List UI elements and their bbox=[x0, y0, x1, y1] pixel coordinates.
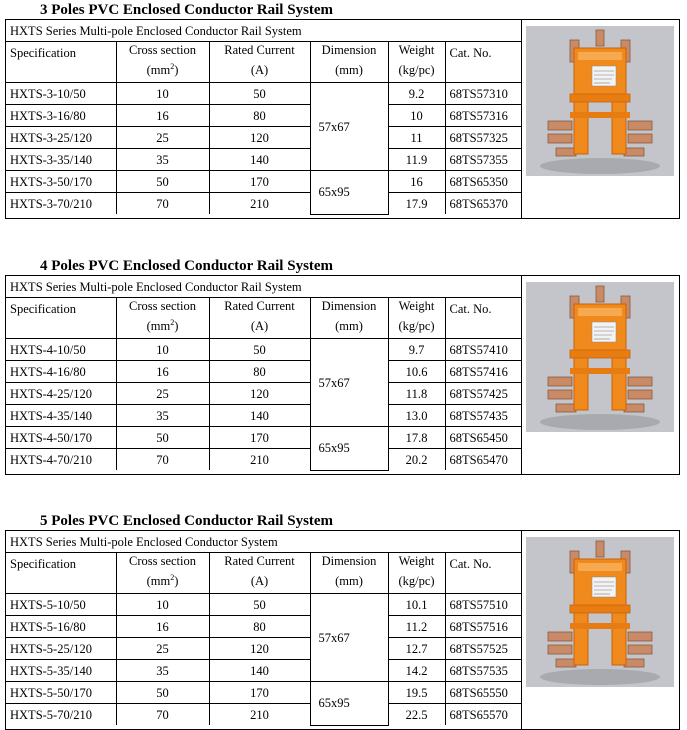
cell-rated-current: 80 bbox=[209, 361, 310, 383]
table-caption: HXTS Series Multi-pole Enclosed Conductor Rail System bbox=[6, 276, 524, 298]
cell-rated-current: 120 bbox=[209, 383, 310, 405]
header-dimension: Dimension bbox=[310, 298, 388, 319]
cell-specification: HXTS-4-35/140 bbox=[6, 405, 116, 427]
cell-cat-no: 68TS57535 bbox=[445, 660, 524, 682]
cell-weight: 11 bbox=[388, 127, 445, 149]
table-caption: HXTS Series Multi-pole Enclosed Conductor System bbox=[6, 531, 524, 553]
cell-specification: HXTS-5-50/170 bbox=[6, 682, 116, 704]
table-row bbox=[6, 616, 524, 638]
header-dimension-unit: (mm) bbox=[310, 62, 388, 83]
cell-cross-section: 70 bbox=[116, 704, 209, 726]
cell-cross-section: 16 bbox=[116, 105, 209, 127]
cell-cat-no: 68TS57325 bbox=[445, 127, 524, 149]
header-rated-current-unit: (A) bbox=[209, 318, 310, 339]
cell-rated-current: 50 bbox=[209, 83, 310, 105]
cell-cat-no: 68TS65470 bbox=[445, 449, 524, 471]
cell-rated-current: 80 bbox=[209, 616, 310, 638]
spec-table-frame bbox=[5, 275, 680, 475]
cell-rated-current: 50 bbox=[209, 594, 310, 616]
cell-cat-no: 68TS57525 bbox=[445, 638, 524, 660]
cell-rated-current: 140 bbox=[209, 149, 310, 171]
cell-weight: 17.9 bbox=[388, 193, 445, 215]
cell-cross-section: 25 bbox=[116, 638, 209, 660]
header-weight-unit: (kg/pc) bbox=[388, 318, 445, 339]
cell-specification: HXTS-4-70/210 bbox=[6, 449, 116, 471]
cell-weight: 10.6 bbox=[388, 361, 445, 383]
cell-dimension: 57x67 bbox=[310, 594, 388, 682]
conductor-rail-image bbox=[526, 282, 674, 432]
table-row bbox=[6, 127, 524, 149]
cell-specification: HXTS-5-35/140 bbox=[6, 660, 116, 682]
cell-cat-no: 68TS57425 bbox=[445, 383, 524, 405]
cell-weight: 10.1 bbox=[388, 594, 445, 616]
table-row bbox=[6, 427, 524, 449]
header-weight: Weight bbox=[388, 298, 445, 319]
spec-table bbox=[6, 531, 525, 726]
table-row bbox=[6, 594, 524, 616]
conductor-rail-image bbox=[526, 537, 674, 687]
section-title: 5 Poles PVC Enclosed Conductor Rail System bbox=[40, 513, 334, 529]
cell-cat-no: 68TS57516 bbox=[445, 616, 524, 638]
header-weight: Weight bbox=[388, 42, 445, 63]
cell-rated-current: 50 bbox=[209, 339, 310, 361]
cell-specification: HXTS-4-16/80 bbox=[6, 361, 116, 383]
header-dimension: Dimension bbox=[310, 42, 388, 63]
cell-rated-current: 170 bbox=[209, 171, 310, 193]
spec-table bbox=[6, 20, 525, 215]
cell-dimension: 57x67 bbox=[310, 339, 388, 427]
cell-rated-current: 210 bbox=[209, 449, 310, 471]
header-specification: Specification bbox=[6, 42, 116, 83]
cell-cross-section: 25 bbox=[116, 127, 209, 149]
cell-rated-current: 140 bbox=[209, 660, 310, 682]
cell-specification: HXTS-5-10/50 bbox=[6, 594, 116, 616]
cell-cross-section: 10 bbox=[116, 83, 209, 105]
cell-weight: 19.5 bbox=[388, 682, 445, 704]
spec-table-frame bbox=[5, 19, 680, 219]
header-cat-no: Cat. No. bbox=[445, 42, 524, 83]
cell-weight: 13.0 bbox=[388, 405, 445, 427]
conductor-rail-image bbox=[526, 26, 674, 176]
cell-cat-no: 68TS65370 bbox=[445, 193, 524, 215]
cell-dimension: 65x95 bbox=[310, 171, 388, 215]
cell-cat-no: 68TS65350 bbox=[445, 171, 524, 193]
table-row bbox=[6, 83, 524, 105]
product-photo-cell bbox=[521, 276, 679, 474]
cell-rated-current: 210 bbox=[209, 704, 310, 726]
header-dimension: Dimension bbox=[310, 553, 388, 574]
cell-cross-section: 16 bbox=[116, 616, 209, 638]
cell-specification: HXTS-4-10/50 bbox=[6, 339, 116, 361]
cell-dimension: 65x95 bbox=[310, 427, 388, 471]
header-cross-section: Cross section bbox=[116, 298, 209, 319]
header-cross-section: Cross section bbox=[116, 553, 209, 574]
cell-weight: 14.2 bbox=[388, 660, 445, 682]
cell-cross-section: 35 bbox=[116, 149, 209, 171]
table-row bbox=[6, 383, 524, 405]
table-row bbox=[6, 682, 524, 704]
cell-rated-current: 170 bbox=[209, 427, 310, 449]
table-row bbox=[6, 638, 524, 660]
cell-dimension: 65x95 bbox=[310, 682, 388, 726]
cell-rated-current: 80 bbox=[209, 105, 310, 127]
table-row bbox=[6, 339, 524, 361]
product-photo-cell bbox=[521, 531, 679, 729]
header-rated-current-unit: (A) bbox=[209, 62, 310, 83]
table-row bbox=[6, 171, 524, 193]
header-specification: Specification bbox=[6, 298, 116, 339]
cell-specification: HXTS-5-70/210 bbox=[6, 704, 116, 726]
table-row bbox=[6, 405, 524, 427]
product-photo bbox=[526, 26, 674, 176]
section-title: 4 Poles PVC Enclosed Conductor Rail System bbox=[40, 258, 334, 274]
cell-weight: 22.5 bbox=[388, 704, 445, 726]
spec-table-frame bbox=[5, 530, 680, 730]
cell-cross-section: 70 bbox=[116, 449, 209, 471]
header-dimension-unit: (mm) bbox=[310, 573, 388, 594]
cell-rated-current: 120 bbox=[209, 127, 310, 149]
spec-table bbox=[6, 276, 525, 471]
cell-cat-no: 68TS57416 bbox=[445, 361, 524, 383]
cell-specification: HXTS-3-50/170 bbox=[6, 171, 116, 193]
cell-weight: 12.7 bbox=[388, 638, 445, 660]
cell-specification: HXTS-3-70/210 bbox=[6, 193, 116, 215]
table-caption: HXTS Series Multi-pole Enclosed Conductor Rail System bbox=[6, 20, 524, 42]
cell-cat-no: 68TS57435 bbox=[445, 405, 524, 427]
cell-specification: HXTS-5-25/120 bbox=[6, 638, 116, 660]
cell-rated-current: 170 bbox=[209, 682, 310, 704]
cell-cross-section: 16 bbox=[116, 361, 209, 383]
cell-weight: 11.2 bbox=[388, 616, 445, 638]
table-row bbox=[6, 105, 524, 127]
cell-cat-no: 68TS57410 bbox=[445, 339, 524, 361]
cell-cross-section: 25 bbox=[116, 383, 209, 405]
cell-cross-section: 35 bbox=[116, 405, 209, 427]
cell-cross-section: 10 bbox=[116, 594, 209, 616]
header-cat-no: Cat. No. bbox=[445, 298, 524, 339]
cell-cross-section: 70 bbox=[116, 193, 209, 215]
cell-cat-no: 68TS57316 bbox=[445, 105, 524, 127]
header-rated-current-unit: (A) bbox=[209, 573, 310, 594]
cell-specification: HXTS-4-25/120 bbox=[6, 383, 116, 405]
header-cross-section: Cross section bbox=[116, 42, 209, 63]
cell-rated-current: 210 bbox=[209, 193, 310, 215]
product-photo bbox=[526, 282, 674, 432]
cell-cat-no: 68TS57510 bbox=[445, 594, 524, 616]
cell-weight: 17.8 bbox=[388, 427, 445, 449]
header-rated-current: Rated Current bbox=[209, 42, 310, 63]
table-row bbox=[6, 660, 524, 682]
cell-cat-no: 68TS65450 bbox=[445, 427, 524, 449]
header-weight-unit: (kg/pc) bbox=[388, 573, 445, 594]
header-weight: Weight bbox=[388, 553, 445, 574]
header-specification: Specification bbox=[6, 553, 116, 594]
cell-weight: 10 bbox=[388, 105, 445, 127]
cell-cross-section: 10 bbox=[116, 339, 209, 361]
cell-rated-current: 140 bbox=[209, 405, 310, 427]
cell-cross-section: 50 bbox=[116, 427, 209, 449]
table-row bbox=[6, 704, 524, 726]
header-cross-section-unit: $(mm^2)$ bbox=[116, 573, 209, 594]
cell-specification: HXTS-3-35/140 bbox=[6, 149, 116, 171]
cell-dimension: 57x67 bbox=[310, 83, 388, 171]
header-cat-no: Cat. No. bbox=[445, 553, 524, 594]
cell-weight: 11.8 bbox=[388, 383, 445, 405]
header-rated-current: Rated Current bbox=[209, 298, 310, 319]
table-row bbox=[6, 449, 524, 471]
product-photo bbox=[526, 537, 674, 687]
table-row bbox=[6, 149, 524, 171]
cell-cat-no: 68TS57355 bbox=[445, 149, 524, 171]
cell-specification: HXTS-5-16/80 bbox=[6, 616, 116, 638]
cell-cross-section: 35 bbox=[116, 660, 209, 682]
cell-cross-section: 50 bbox=[116, 682, 209, 704]
cell-cat-no: 68TS65570 bbox=[445, 704, 524, 726]
header-cross-section-unit: $(mm^2)$ bbox=[116, 62, 209, 83]
cell-cross-section: 50 bbox=[116, 171, 209, 193]
header-cross-section-unit: $(mm^2)$ bbox=[116, 318, 209, 339]
cell-weight: 9.7 bbox=[388, 339, 445, 361]
cell-specification: HXTS-3-16/80 bbox=[6, 105, 116, 127]
cell-weight: 20.2 bbox=[388, 449, 445, 471]
cell-cat-no: 68TS57310 bbox=[445, 83, 524, 105]
table-row bbox=[6, 361, 524, 383]
product-photo-cell bbox=[521, 20, 679, 218]
cell-weight: 9.2 bbox=[388, 83, 445, 105]
section-title: 3 Poles PVC Enclosed Conductor Rail System bbox=[40, 2, 334, 18]
header-weight-unit: (kg/pc) bbox=[388, 62, 445, 83]
cell-cat-no: 68TS65550 bbox=[445, 682, 524, 704]
header-rated-current: Rated Current bbox=[209, 553, 310, 574]
table-row bbox=[6, 193, 524, 215]
cell-specification: HXTS-3-10/50 bbox=[6, 83, 116, 105]
cell-weight: 16 bbox=[388, 171, 445, 193]
cell-rated-current: 120 bbox=[209, 638, 310, 660]
cell-weight: 11.9 bbox=[388, 149, 445, 171]
cell-specification: HXTS-4-50/170 bbox=[6, 427, 116, 449]
header-dimension-unit: (mm) bbox=[310, 318, 388, 339]
cell-specification: HXTS-3-25/120 bbox=[6, 127, 116, 149]
